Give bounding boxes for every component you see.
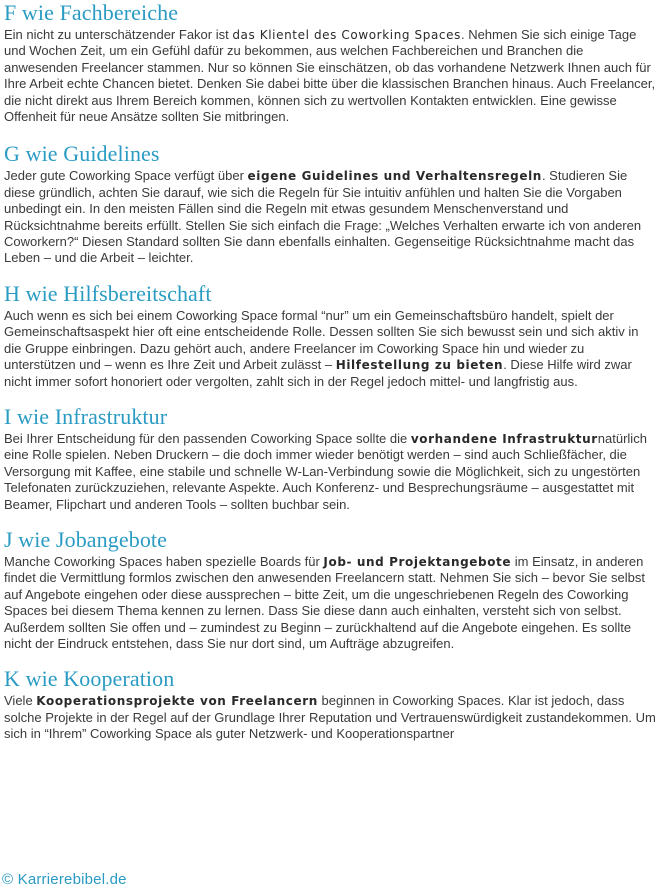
section-body xyxy=(4,27,659,125)
keyword-highlight: Kooperationsprojekte von Freelancern xyxy=(36,694,318,709)
text-run: beginnen in Coworking Spaces. Klar ist jedoch, dass solche Projekte in der Regel auf der Grundlage Ihrer Reputation und Vertrauenswürdigkeit zustandekommen. Um sich in “Ihrem” Coworking Space als guter Netzwerk- und Kooperationspartner xyxy=(4,693,656,742)
keyword-highlight: Job- und Projektangebote xyxy=(323,554,512,569)
section-body xyxy=(4,431,659,513)
section-body xyxy=(4,308,659,390)
section-body xyxy=(4,168,659,266)
text-run: . Diese Hilfe wird zwar nicht immer sofort honoriert oder vergolten, zahlt sich in der Regel jedoch mittel- und langfristig aus. xyxy=(4,357,632,389)
section-k-kooperation xyxy=(4,666,659,742)
text-run: Auch wenn es sich bei einem Coworking Space formal “nur” um ein Gemeinschaftsbüro handelt, spielt der Gemeinschaftsaspekt hier oft eine entscheidende Rolle. Dessen sollten Sie sich bewusst sein und sich aktiv in die Gruppe einbringen. Dazu gehört auch, andere Freelancer im Coworking Space hin und wieder zu unterstützen und – wenn es Ihre Zeit und Arbeit zulässt – xyxy=(4,307,639,373)
text-run: im Einsatz, in anderen findet die Vermittlung formlos zwischen den anwesenden Freelancern statt. Nehmen Sie sich – bevor Sie selbst auf Angebote eingehen oder diese aussprechen – bitte Zeit, um die ungeschriebenen Regeln des Coworking Spaces bei diesem Thema kennen zu lernen. Dass Sie diese dann auch einhalten, versteht sich von selbst. Außerdem sollten Sie offen und – zumindest zu Beginn – zurückhaltend auf die Angebote eingehen. Es sollte nicht der Eindruck entstehen, dass Sie nur dort sind, um Aufträge abzugreifen. xyxy=(4,553,645,651)
footer-copyright: © Karrierebibel.de xyxy=(2,871,127,888)
section-heading: F wie Fachbereiche xyxy=(4,0,179,25)
section-body xyxy=(4,693,659,742)
section-j-jobangebote xyxy=(4,527,659,652)
text-run: . Nehmen Sie sich einige Tage und Wochen Zeit, um ein Gefühl dafür zu bekommen, aus welchen Fachbereichen und Branchen die anwesenden Freelancer stammen. Nur so können Sie einschätzen, ob das vorhandene Netzwerk Ihnen auch für Ihre Arbeit echte Chancen bietet. Denken Sie dabei bitte über die klassischen Branchen hinaus. Auch Freelancer, die nicht direkt aus Ihrem Bereich kommen, können sich zu wertvollen Kontakten entwicklen. Eine gewisse Offenheit für neue Ansätze sollten Sie mitbringen. xyxy=(4,27,656,125)
section-i-infrastruktur xyxy=(4,404,659,513)
section-f-fachbereiche xyxy=(4,0,659,125)
keyword-highlight: vorhandene Infrastruktur xyxy=(410,431,598,446)
section-h-hilfsbereitschaft xyxy=(4,281,659,390)
section-heading: G wie Guidelines xyxy=(4,141,160,167)
text-run: Manche Coworking Spaces haben spezielle Boards für xyxy=(4,553,324,569)
section-heading: J wie Jobangebote xyxy=(4,526,167,552)
keyword-highlight: Hilfestellung zu bieten xyxy=(335,358,504,373)
section-heading: K wie Kooperation xyxy=(4,666,175,692)
keyword-highlight: eigene Guidelines und Verhaltensregeln xyxy=(247,169,542,184)
section-heading: H wie Hilfsbereitschaft xyxy=(4,280,212,306)
section-body xyxy=(4,554,659,652)
text-run: Bei Ihrer Entscheidung für den passenden Coworking Space sollte die xyxy=(4,430,411,446)
text-run: Jeder gute Coworking Space verfügt über xyxy=(4,168,248,184)
section-heading: I wie Infrastruktur xyxy=(4,403,168,429)
keyword-highlight: das Klientel des Coworking Spaces xyxy=(232,28,461,42)
document-page xyxy=(4,0,659,759)
text-run: natürlich eine Rolle spielen. Neben Druckern – die doch immer wieder benötigt werden – sind auch Schließfächer, die Versorgung mit Kaffee, eine stabile und schnelle W-Lan-Verbindung sowie die Möglichkeit, sich zu ungestörten Telefonaten zurückzuziehen, relevante Aspekte. Auch Konferenz- und Besprechungsräume – ausgestattet mit Beamer, Flipchart und anderen Tools – sollten buchbar sein. xyxy=(4,430,647,512)
section-g-guidelines xyxy=(4,141,659,266)
text-run: . Studieren Sie diese gründlich, achten Sie darauf, wie sich die Regeln für Sie intuitiv anfühlen und halten Sie die Vorgaben unbedingt ein. In den meisten Fällen sind die Regeln mit etwas gesundem Menschenverstand und Rücksichtnahme bereits erfüllt. Stellen Sie sich einfach die Frage: „Welches Verhalten erwarte ich von anderen Coworkern?“ Diesen Standard sollten Sie dann ebenfalls einhalten. Gegenseitige Rücksichtnahme macht das Leben – und die Arbeit – leichter. xyxy=(4,168,642,266)
text-run: Viele xyxy=(4,693,37,709)
text-run: Ein nicht zu unterschätzender Fakor ist xyxy=(4,27,233,42)
